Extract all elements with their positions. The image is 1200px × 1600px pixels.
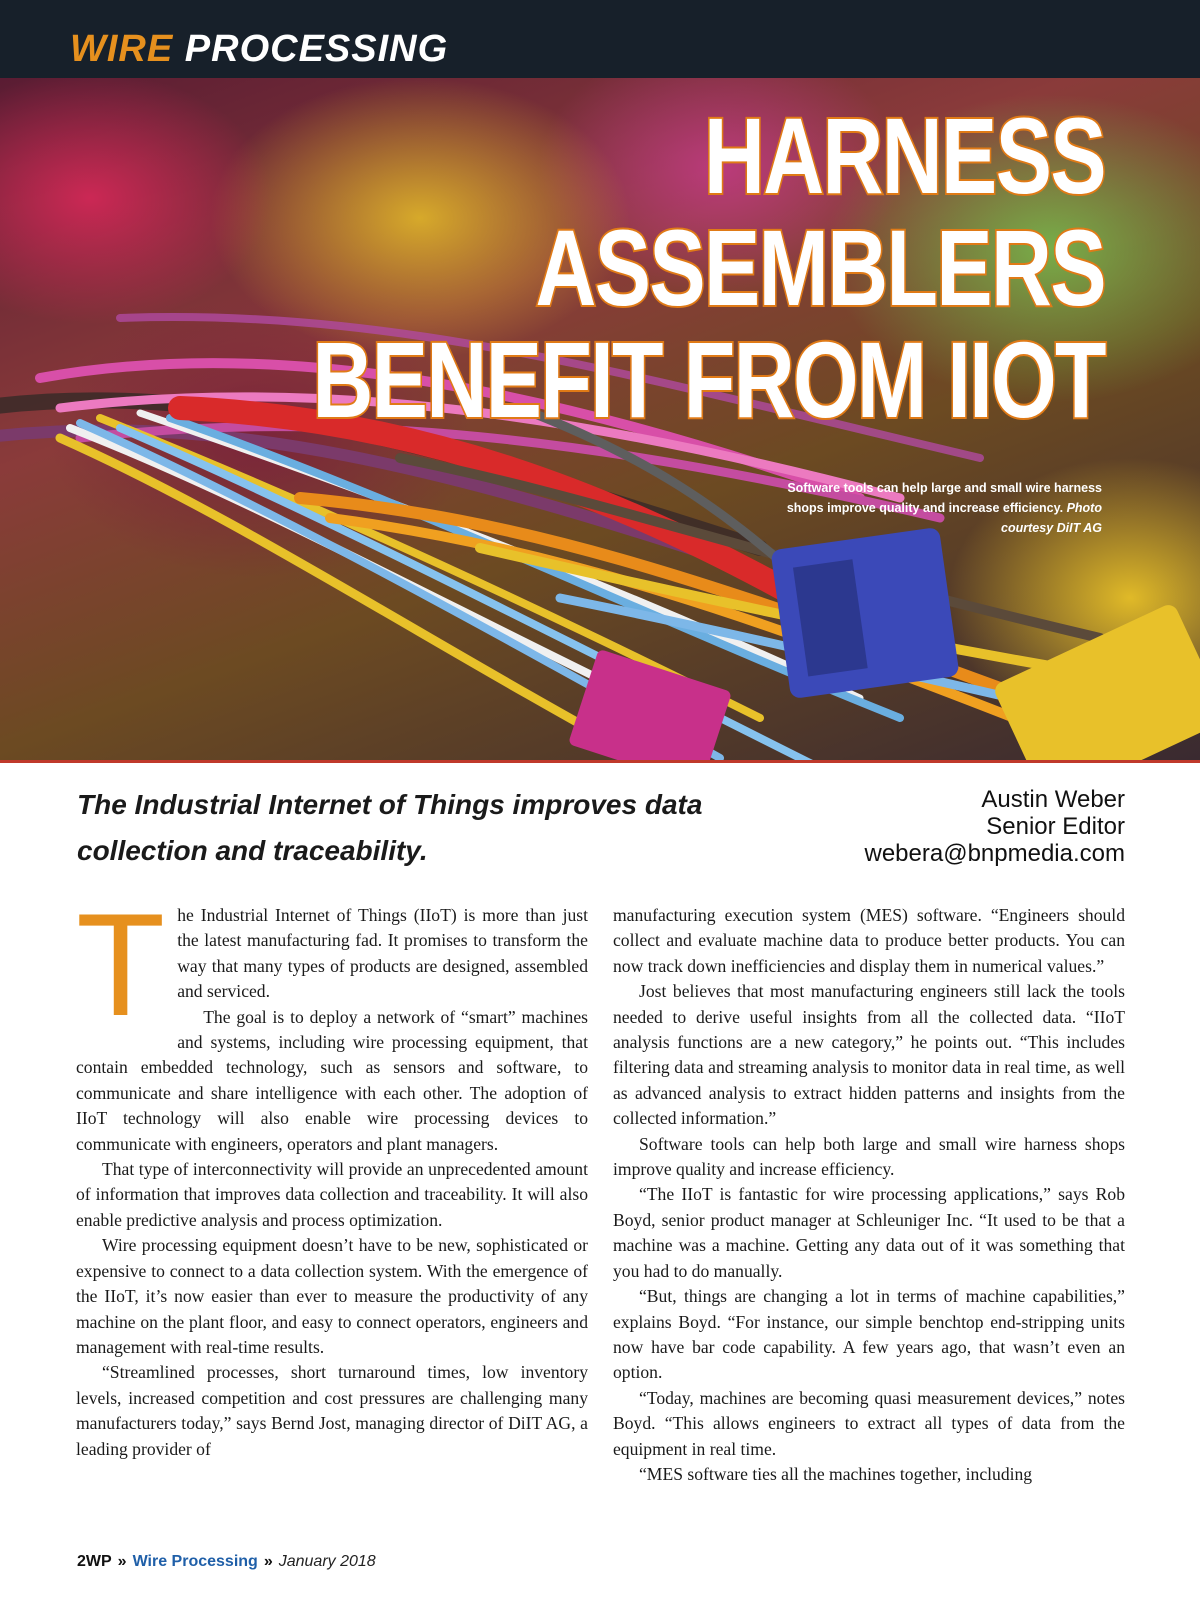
article-column-left xyxy=(76,883,588,1462)
paragraph: The goal is to deploy a network of “smart” machines and systems, including wire processing equipment, that contain embedded technology, such as sensors and software, to communicate and share intelligence with each other. The adoption of IIoT technology will also enable wire processing devices to communicate with engineers, operators and plant managers. xyxy=(76,1006,588,1154)
hero-image xyxy=(0,78,1200,760)
headline-line: HARNESS xyxy=(704,95,1105,216)
paragraph: “But, things are changing a lot in terms of machine capabilities,” explains Boyd. “For instance, our simple benchtop end-stripping units now have bar code capability. A few years ago, that wasn’t even an option. xyxy=(613,1286,1125,1383)
paragraph: “Streamlined processes, short turnaround times, low inventory levels, increased competition and cost pressures are challenging many manufacturers today,” says Bernd Jost, managing director of DiIT AG, a leading provider of xyxy=(76,1362,588,1459)
article-headline xyxy=(312,95,1105,440)
photo-credit: Photo courtesy DiIT AG xyxy=(1001,501,1102,535)
author-title: Senior Editor xyxy=(986,813,1125,840)
section-title-main: PROCESSING xyxy=(184,28,449,70)
photo-caption xyxy=(782,478,1102,538)
author-email[interactable]: webera@bnpmedia.com xyxy=(864,840,1125,867)
section-header xyxy=(0,0,1200,78)
paragraph: “The IIoT is fantastic for wire processing applications,” says Rob Boyd, senior product manager at Schleuniger Inc. “It used to be that a machine was a machine. Getting any data out of it was something that you had to do manually. xyxy=(613,1184,1125,1281)
section-title xyxy=(70,30,448,68)
paragraph: Wire processing equipment doesn’t have to be new, sophisticated or expensive to connect to a data collection system. With the emergence of the IIoT, it’s now easier than ever to measure the productivity of any machine on the plant floor, and easy to connect operators, engineers and management with real-time results. xyxy=(76,1235,588,1357)
caption-text: Software tools can help large and small wire harness shops improve quality and increase efficiency. xyxy=(786,481,1102,515)
paragraph: he Industrial Internet of Things (IIoT) is more than just the latest manufacturing fad. It promises to transform the way that many types of products are designed, assembled and serviced. xyxy=(177,905,588,1002)
article-deck: The Industrial Internet of Things improves data collection and traceability. xyxy=(77,789,703,866)
page-footer xyxy=(77,1553,376,1571)
footer-separator: » xyxy=(117,1553,127,1570)
headline-line: ASSEMBLERS xyxy=(535,207,1105,328)
page-number: 2WP xyxy=(77,1553,112,1570)
publication-name[interactable]: Wire Processing xyxy=(132,1553,258,1570)
article-column-right xyxy=(613,903,1125,1487)
paragraph: Software tools can help both large and small wire harness shops improve quality and increase efficiency. xyxy=(613,1133,1125,1180)
paragraph: That type of interconnectivity will provide an unprecedented amount of information that improves data collection and traceability. It will also enable predictive analysis and process optimization. xyxy=(76,1159,588,1230)
paragraph: manufacturing execution system (MES) software. “Engineers should collect and evaluate machine data to produce better products. You can now track down inefficiencies and display them in numerical values.” xyxy=(613,905,1125,976)
paragraph: “MES software ties all the machines together, including xyxy=(639,1463,1033,1484)
paragraph: “Today, machines are becoming quasi measurement devices,” notes Boyd. “This allows engineers to extract all types of data from the equipment in real time. xyxy=(613,1387,1125,1459)
divider xyxy=(0,760,1200,763)
drop-cap: T xyxy=(76,883,166,1046)
section-title-accent: WIRE xyxy=(70,28,174,70)
paragraph: Jost believes that most manufacturing engineers still lack the tools needed to derive useful insights from all the collected data. “IIoT analysis functions are a new category,” he points out. “This includes filtering data and streaming analysis to monitor data in real time, as well as advanced analysis to extract hidden patterns and insights from the collected information.” xyxy=(613,981,1125,1129)
footer-separator: » xyxy=(263,1553,273,1570)
byline xyxy=(865,786,1126,867)
author-name: Austin Weber xyxy=(981,786,1125,813)
issue-date: January 2018 xyxy=(278,1553,376,1570)
headline-line: BENEFIT FROM IIOT xyxy=(312,319,1105,440)
